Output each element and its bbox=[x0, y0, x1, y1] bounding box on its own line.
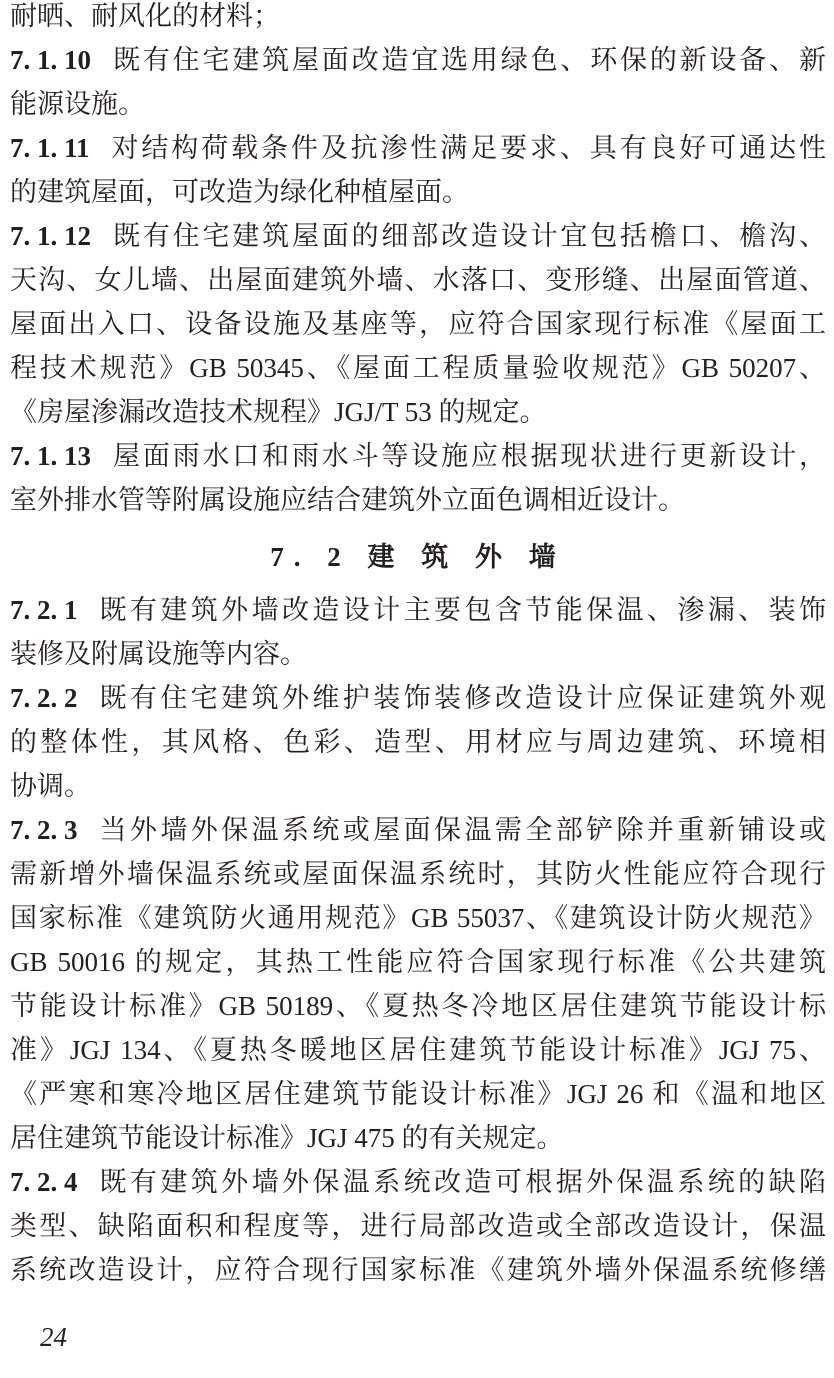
clause-paragraph bbox=[10, 808, 826, 1160]
clause-paragraph bbox=[10, 1160, 826, 1292]
line-text: 居住建筑节能设计标准》JGJ 475 的有关规定。 bbox=[10, 1123, 564, 1153]
line-text: GB 50016 的规定，其热工性能应符合国家现行标准《公共建筑 bbox=[10, 947, 826, 977]
clause-number: 7. 2. 1 bbox=[10, 595, 78, 625]
text-line bbox=[10, 764, 826, 808]
line-text: 屋面出入口、设备设施及基座等，应符合国家现行标准《屋面工 bbox=[10, 309, 826, 339]
text-line bbox=[10, 126, 826, 170]
clause-paragraph bbox=[10, 214, 826, 434]
text-line bbox=[10, 82, 826, 126]
text-line bbox=[10, 984, 826, 1028]
clause-number: 7. 1. 13 bbox=[10, 441, 91, 471]
text-line bbox=[10, 1072, 826, 1116]
line-text: 天沟、女儿墙、出屋面建筑外墙、水落口、变形缝、出屋面管道、 bbox=[10, 265, 826, 295]
clause-paragraph bbox=[10, 588, 826, 676]
text-line bbox=[10, 214, 826, 258]
line-text: 节能设计标准》GB 50189、《夏热冬冷地区居住建筑节能设计标 bbox=[10, 991, 826, 1021]
text-line bbox=[10, 1160, 826, 1204]
line-text: 《严寒和寒冷地区居住建筑节能设计标准》JGJ 26 和《温和地区 bbox=[10, 1079, 826, 1109]
line-text: 程技术规范》GB 50345、《屋面工程质量验收规范》GB 50207、 bbox=[10, 353, 826, 383]
text-line bbox=[10, 1204, 826, 1248]
line-text: 既有住宅建筑屋面的细部改造设计宜包括檐口、檐沟、 bbox=[113, 221, 826, 251]
text-line bbox=[10, 676, 826, 720]
text-line bbox=[10, 852, 826, 896]
line-text: 能源设施。 bbox=[10, 89, 145, 119]
clause-number: 7. 1. 12 bbox=[10, 221, 91, 251]
line-text: 室外排水管等附属设施应结合建筑外立面色调相近设计。 bbox=[10, 485, 685, 515]
line-text: 装修及附属设施等内容。 bbox=[10, 639, 307, 669]
line-text: 当外墙外保温系统或屋面保温需全部铲除并重新铺设或 bbox=[99, 815, 826, 845]
line-text: 耐晒、耐风化的材料； bbox=[10, 1, 280, 31]
line-text: 准》JGJ 134、《夏热冬暖地区居住建筑节能设计标准》JGJ 75、 bbox=[10, 1035, 826, 1065]
text-line bbox=[10, 170, 826, 214]
text-line bbox=[10, 588, 826, 632]
text-line bbox=[10, 390, 826, 434]
clause-number: 7. 1. 11 bbox=[10, 133, 90, 163]
text-line bbox=[10, 478, 826, 522]
text-line bbox=[10, 1028, 826, 1072]
clause-number: 7. 2. 3 bbox=[10, 815, 78, 845]
text-line bbox=[10, 720, 826, 764]
line-text: 既有建筑外墙改造设计主要包含节能保温、渗漏、装饰 bbox=[99, 595, 826, 625]
text-line bbox=[10, 302, 826, 346]
line-text: 既有住宅建筑外维护装饰装修改造设计应保证建筑外观 bbox=[99, 683, 826, 713]
text-line bbox=[10, 258, 826, 302]
line-text: 的整体性，其风格、色彩、造型、用材应与周边建筑、环境相 bbox=[10, 727, 826, 757]
clause-paragraph bbox=[10, 38, 826, 126]
page-number: 24 bbox=[40, 1322, 67, 1352]
text-line bbox=[10, 346, 826, 390]
clause-paragraph bbox=[10, 126, 826, 214]
text-line bbox=[10, 1116, 826, 1160]
text-line bbox=[10, 0, 826, 38]
line-text: 国家标准《建筑防火通用规范》GB 55037、《建筑设计防火规范》 bbox=[10, 903, 826, 933]
document-body bbox=[10, 0, 826, 1292]
line-text: 《房屋渗漏改造技术规程》JGJ/T 53 的规定。 bbox=[10, 397, 547, 427]
clause-paragraph bbox=[10, 676, 826, 808]
text-line bbox=[10, 632, 826, 676]
line-text: 既有建筑外墙外保温系统改造可根据外保温系统的缺陷 bbox=[99, 1167, 826, 1197]
text-line bbox=[10, 808, 826, 852]
clause-number: 7. 2. 2 bbox=[10, 683, 78, 713]
line-text: 协调。 bbox=[10, 771, 91, 801]
line-text: 需新增外墙保温系统或屋面保温系统时，其防火性能应符合现行 bbox=[10, 859, 826, 889]
text-line bbox=[10, 38, 826, 82]
text-line bbox=[10, 434, 826, 478]
line-text: 系统改造设计，应符合现行国家标准《建筑外墙外保温系统修缮 bbox=[10, 1255, 826, 1285]
line-text: 既有住宅建筑屋面改造宜选用绿色、环保的新设备、新 bbox=[113, 45, 826, 75]
text-line bbox=[10, 1248, 826, 1292]
text-line bbox=[10, 940, 826, 984]
line-text: 对结构荷载条件及抗渗性满足要求、具有良好可通达性 bbox=[111, 133, 826, 163]
section-heading: 7. 2 建 筑 外 墙 bbox=[270, 542, 566, 572]
line-text: 类型、缺陷面积和程度等，进行局部改造或全部改造设计，保温 bbox=[10, 1211, 826, 1241]
clause-number: 7. 1. 10 bbox=[10, 45, 91, 75]
line-text: 屋面雨水口和雨水斗等设施应根据现状进行更新设计， bbox=[113, 441, 826, 471]
clause-paragraph bbox=[10, 434, 826, 522]
text-line bbox=[10, 896, 826, 940]
line-text: 的建筑屋面，可改造为绿化种植屋面。 bbox=[10, 177, 469, 207]
paragraph bbox=[10, 0, 826, 38]
clause-number: 7. 2. 4 bbox=[10, 1167, 78, 1197]
